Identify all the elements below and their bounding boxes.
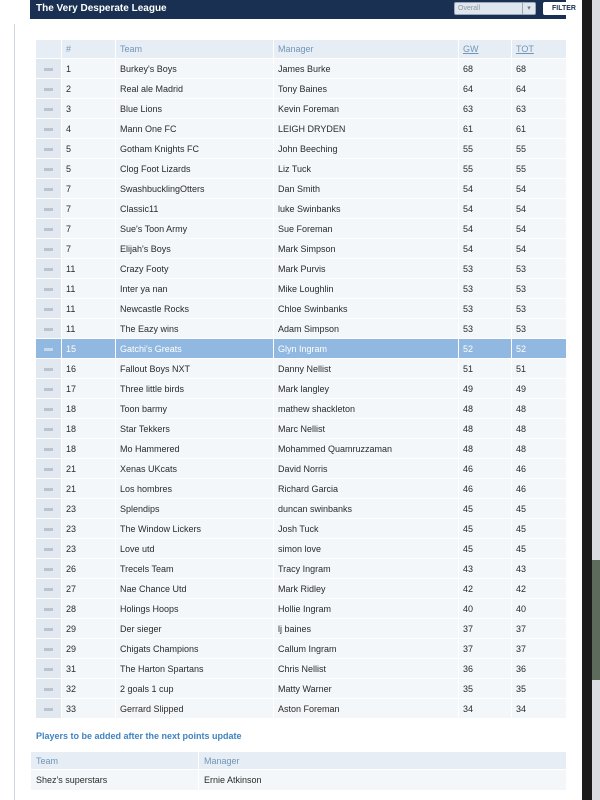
gw-points: 53	[459, 299, 512, 319]
rank-cell: 7	[62, 239, 116, 259]
total-points: 49	[512, 379, 567, 399]
movement-cell	[36, 539, 62, 559]
total-points: 48	[512, 419, 567, 439]
background-window-edge	[592, 0, 600, 800]
table-row	[36, 539, 567, 559]
team-name[interactable]: Chigats Champions	[116, 639, 274, 659]
manager-name: Marc Nellist	[274, 419, 459, 439]
no-change-icon	[44, 428, 53, 431]
manager-name: Mohammed Quamruzzaman	[274, 439, 459, 459]
total-points: 63	[512, 99, 567, 119]
team-name[interactable]: Star Tekkers	[116, 419, 274, 439]
movement-cell	[36, 359, 62, 379]
team-name[interactable]: Gotham Knights FC	[116, 139, 274, 159]
table-row	[36, 99, 567, 119]
gw-points: 52	[459, 339, 512, 359]
movement-cell	[36, 319, 62, 339]
no-change-icon	[44, 368, 53, 371]
gw-points: 43	[459, 559, 512, 579]
manager-name: Adam Simpson	[274, 319, 459, 339]
team-name[interactable]: The Harton Spartans	[116, 659, 274, 679]
no-change-icon	[44, 488, 53, 491]
movement-cell	[36, 199, 62, 219]
gw-points: 61	[459, 119, 512, 139]
pending-team-header: Team	[31, 752, 199, 770]
team-name[interactable]: Trecels Team	[116, 559, 274, 579]
total-points: 40	[512, 599, 567, 619]
team-name[interactable]: Fallout Boys NXT	[116, 359, 274, 379]
no-change-icon	[44, 568, 53, 571]
filter-button[interactable]: FILTER	[543, 2, 582, 15]
total-points: 54	[512, 219, 567, 239]
table-row	[36, 659, 567, 679]
movement-cell	[36, 699, 62, 719]
pending-players-title: Players to be added after the next points update	[36, 731, 242, 741]
no-change-icon	[44, 328, 53, 331]
manager-name: Dan Smith	[274, 179, 459, 199]
view-select-value: Overall	[458, 5, 481, 12]
manager-name: Hollie Ingram	[274, 599, 459, 619]
no-change-icon	[44, 348, 53, 351]
table-row	[36, 639, 567, 659]
no-change-icon	[44, 88, 53, 91]
table-row	[36, 59, 567, 79]
rank-cell: 32	[62, 679, 116, 699]
table-row	[36, 519, 567, 539]
total-points: 35	[512, 679, 567, 699]
rank-column-header[interactable]: #	[62, 40, 116, 59]
movement-cell	[36, 299, 62, 319]
rank-cell: 17	[62, 379, 116, 399]
pending-team[interactable]: Shez's superstars	[31, 770, 199, 791]
gw-points: 49	[459, 379, 512, 399]
team-name[interactable]: Crazy Footy	[116, 259, 274, 279]
total-points: 45	[512, 539, 567, 559]
team-name[interactable]: Gatchi's Greats	[116, 339, 274, 359]
league-header	[30, 0, 576, 19]
total-points: 51	[512, 359, 567, 379]
no-change-icon	[44, 688, 53, 691]
table-row	[36, 299, 567, 319]
rank-cell: 3	[62, 99, 116, 119]
manager-column-header[interactable]: Manager	[274, 40, 459, 59]
manager-name: Sue Foreman	[274, 219, 459, 239]
table-row	[36, 439, 567, 459]
manager-name: Danny Nellist	[274, 359, 459, 379]
movement-cell	[36, 599, 62, 619]
no-change-icon	[44, 648, 53, 651]
total-points: 54	[512, 239, 567, 259]
no-change-icon	[44, 168, 53, 171]
rank-cell: 33	[62, 699, 116, 719]
gw-column-header[interactable]: GW	[459, 40, 512, 59]
rank-cell: 18	[62, 439, 116, 459]
team-name[interactable]: Classic11	[116, 199, 274, 219]
total-points: 48	[512, 399, 567, 419]
table-row	[36, 339, 567, 359]
no-change-icon	[44, 588, 53, 591]
rank-cell: 27	[62, 579, 116, 599]
movement-cell	[36, 519, 62, 539]
gw-points: 55	[459, 139, 512, 159]
manager-name: Liz Tuck	[274, 159, 459, 179]
manager-name: Chris Nellist	[274, 659, 459, 679]
manager-name: Kevin Foreman	[274, 99, 459, 119]
movement-cell	[36, 679, 62, 699]
movement-cell	[36, 579, 62, 599]
table-row	[36, 699, 567, 719]
movement-cell	[36, 219, 62, 239]
rank-cell: 31	[62, 659, 116, 679]
table-row	[36, 619, 567, 639]
total-points: 48	[512, 439, 567, 459]
rank-cell: 7	[62, 179, 116, 199]
rank-cell: 18	[62, 419, 116, 439]
table-row	[36, 119, 567, 139]
team-name[interactable]: Gerrard Slipped	[116, 699, 274, 719]
team-name[interactable]: Blue Lions	[116, 99, 274, 119]
table-row	[36, 279, 567, 299]
rank-cell: 29	[62, 619, 116, 639]
rank-cell: 23	[62, 499, 116, 519]
team-name[interactable]: Toon barmy	[116, 399, 274, 419]
rank-cell: 5	[62, 159, 116, 179]
no-change-icon	[44, 208, 53, 211]
no-change-icon	[44, 188, 53, 191]
gw-points: 53	[459, 279, 512, 299]
table-row	[36, 559, 567, 579]
manager-name: duncan swinbanks	[274, 499, 459, 519]
gw-points: 36	[459, 659, 512, 679]
rank-cell: 7	[62, 219, 116, 239]
pending-manager: Ernie Atkinson	[199, 770, 567, 791]
table-row	[36, 79, 567, 99]
table-row	[36, 499, 567, 519]
no-change-icon	[44, 108, 53, 111]
team-column-header[interactable]: Team	[116, 40, 274, 59]
rank-cell: 11	[62, 319, 116, 339]
gw-points: 54	[459, 239, 512, 259]
no-change-icon	[44, 388, 53, 391]
movement-cell	[36, 459, 62, 479]
table-row	[36, 199, 567, 219]
no-change-icon	[44, 68, 53, 71]
movement-cell	[36, 59, 62, 79]
table-row	[36, 159, 567, 179]
total-points: 37	[512, 619, 567, 639]
table-row	[36, 679, 567, 699]
movement-cell	[36, 479, 62, 499]
total-points: 55	[512, 139, 567, 159]
manager-name: James Burke	[274, 59, 459, 79]
team-name[interactable]: Clog Foot Lizards	[116, 159, 274, 179]
team-name[interactable]: Inter ya nan	[116, 279, 274, 299]
table-row	[36, 319, 567, 339]
total-points: 54	[512, 199, 567, 219]
rank-cell: 11	[62, 279, 116, 299]
movement-cell	[36, 619, 62, 639]
gw-points: 45	[459, 519, 512, 539]
team-name[interactable]: Mann One FC	[116, 119, 274, 139]
manager-name: Aston Foreman	[274, 699, 459, 719]
no-change-icon	[44, 608, 53, 611]
gw-points: 46	[459, 459, 512, 479]
total-points: 54	[512, 179, 567, 199]
table-row	[36, 139, 567, 159]
gw-points: 48	[459, 419, 512, 439]
team-name[interactable]: Xenas UKcats	[116, 459, 274, 479]
no-change-icon	[44, 708, 53, 711]
total-points: 42	[512, 579, 567, 599]
movement-cell	[36, 639, 62, 659]
manager-name: Mike Loughlin	[274, 279, 459, 299]
manager-name: Matty Warner	[274, 679, 459, 699]
team-name[interactable]: Newcastle Rocks	[116, 299, 274, 319]
movement-cell	[36, 419, 62, 439]
total-points: 61	[512, 119, 567, 139]
table-row	[36, 399, 567, 419]
table-row	[36, 599, 567, 619]
rank-cell: 1	[62, 59, 116, 79]
movement-cell	[36, 499, 62, 519]
total-points: 45	[512, 499, 567, 519]
gw-points: 53	[459, 319, 512, 339]
no-change-icon	[44, 408, 53, 411]
movement-cell	[36, 259, 62, 279]
movement-cell	[36, 79, 62, 99]
no-change-icon	[44, 468, 53, 471]
manager-name: Mark Ridley	[274, 579, 459, 599]
manager-name: John Beeching	[274, 139, 459, 159]
team-name[interactable]: Sue's Toon Army	[116, 219, 274, 239]
team-name[interactable]: Real ale Madrid	[116, 79, 274, 99]
manager-name: simon love	[274, 539, 459, 559]
league-title: The Very Desperate League	[36, 3, 167, 14]
gw-points: 37	[459, 639, 512, 659]
team-name[interactable]: Splendips	[116, 499, 274, 519]
team-name[interactable]: Los hombres	[116, 479, 274, 499]
rank-cell: 29	[62, 639, 116, 659]
gw-points: 48	[459, 399, 512, 419]
gw-points: 54	[459, 179, 512, 199]
total-points: 55	[512, 159, 567, 179]
table-row	[36, 379, 567, 399]
gw-points: 55	[459, 159, 512, 179]
pending-header-row	[31, 752, 567, 770]
no-change-icon	[44, 548, 53, 551]
manager-name: Mark langley	[274, 379, 459, 399]
pending-row	[31, 770, 567, 791]
no-change-icon	[44, 248, 53, 251]
rank-cell: 21	[62, 479, 116, 499]
manager-name: Josh Tuck	[274, 519, 459, 539]
total-points: 64	[512, 79, 567, 99]
total-points: 53	[512, 259, 567, 279]
movement-cell	[36, 99, 62, 119]
rank-cell: 4	[62, 119, 116, 139]
movement-cell	[36, 399, 62, 419]
rank-cell: 11	[62, 259, 116, 279]
no-change-icon	[44, 268, 53, 271]
team-name[interactable]: 2 goals 1 cup	[116, 679, 274, 699]
movement-cell	[36, 279, 62, 299]
manager-name: LEIGH DRYDEN	[274, 119, 459, 139]
team-name[interactable]: Three little birds	[116, 379, 274, 399]
gw-points: 64	[459, 79, 512, 99]
gw-points: 34	[459, 699, 512, 719]
table-row	[36, 479, 567, 499]
gw-points: 46	[459, 479, 512, 499]
team-name[interactable]: Elijah's Boys	[116, 239, 274, 259]
manager-name: Mark Simpson	[274, 239, 459, 259]
movement-cell	[36, 239, 62, 259]
no-change-icon	[44, 628, 53, 631]
gw-points: 63	[459, 99, 512, 119]
gw-points: 53	[459, 259, 512, 279]
gw-points: 37	[459, 619, 512, 639]
manager-name: Tracy Ingram	[274, 559, 459, 579]
rank-cell: 2	[62, 79, 116, 99]
gw-points: 54	[459, 199, 512, 219]
movement-cell	[36, 339, 62, 359]
movement-cell	[36, 139, 62, 159]
manager-name: Mark Purvis	[274, 259, 459, 279]
total-points: 68	[512, 59, 567, 79]
no-change-icon	[44, 308, 53, 311]
no-change-icon	[44, 128, 53, 131]
team-name[interactable]: Holings Hoops	[116, 599, 274, 619]
gw-points: 45	[459, 539, 512, 559]
manager-name: Tony Baines	[274, 79, 459, 99]
movement-cell	[36, 559, 62, 579]
movement-cell	[36, 159, 62, 179]
rank-cell: 16	[62, 359, 116, 379]
team-name[interactable]: Der sieger	[116, 619, 274, 639]
movement-cell	[36, 659, 62, 679]
total-points: 34	[512, 699, 567, 719]
gw-points: 51	[459, 359, 512, 379]
team-name[interactable]: Love utd	[116, 539, 274, 559]
table-row	[36, 179, 567, 199]
page-divider	[14, 24, 15, 800]
manager-name: Callum Ingram	[274, 639, 459, 659]
table-header-row	[36, 40, 567, 59]
total-points: 52	[512, 339, 567, 359]
pending-manager-header: Manager	[199, 752, 567, 770]
total-points: 37	[512, 639, 567, 659]
gw-points: 68	[459, 59, 512, 79]
total-points: 46	[512, 459, 567, 479]
total-points: 53	[512, 319, 567, 339]
gw-points: 40	[459, 599, 512, 619]
movement-cell	[36, 379, 62, 399]
manager-name: lj baines	[274, 619, 459, 639]
movement-cell	[36, 439, 62, 459]
background-window-edge-dark	[592, 560, 600, 680]
total-points: 45	[512, 519, 567, 539]
gw-points: 45	[459, 499, 512, 519]
manager-name: luke Swinbanks	[274, 199, 459, 219]
no-change-icon	[44, 288, 53, 291]
rank-cell: 15	[62, 339, 116, 359]
total-points: 36	[512, 659, 567, 679]
standings-body	[36, 59, 567, 719]
rank-cell: 28	[62, 599, 116, 619]
total-points: 43	[512, 559, 567, 579]
movement-column-header	[36, 40, 62, 59]
team-name[interactable]: Mo Hammered	[116, 439, 274, 459]
total-points: 46	[512, 479, 567, 499]
tot-column-header[interactable]: TOT	[512, 40, 567, 59]
gw-points: 35	[459, 679, 512, 699]
manager-name: Richard Garcia	[274, 479, 459, 499]
rank-cell: 21	[62, 459, 116, 479]
team-name[interactable]: The Eazy wins	[116, 319, 274, 339]
rank-cell: 11	[62, 299, 116, 319]
no-change-icon	[44, 448, 53, 451]
manager-name: mathew shackleton	[274, 399, 459, 419]
no-change-icon	[44, 668, 53, 671]
movement-cell	[36, 179, 62, 199]
rank-cell: 7	[62, 199, 116, 219]
table-row	[36, 419, 567, 439]
no-change-icon	[44, 508, 53, 511]
rank-cell: 23	[62, 519, 116, 539]
no-change-icon	[44, 148, 53, 151]
table-row	[36, 579, 567, 599]
total-points: 53	[512, 279, 567, 299]
team-name[interactable]: Nae Chance Utd	[116, 579, 274, 599]
team-name[interactable]: Burkey's Boys	[116, 59, 274, 79]
table-row	[36, 239, 567, 259]
gw-points: 48	[459, 439, 512, 459]
manager-name: Chloe Swinbanks	[274, 299, 459, 319]
standings-table	[35, 39, 567, 719]
movement-cell	[36, 119, 62, 139]
view-select[interactable]	[454, 2, 536, 15]
gw-points: 42	[459, 579, 512, 599]
total-points: 53	[512, 299, 567, 319]
table-row	[36, 259, 567, 279]
rank-cell: 18	[62, 399, 116, 419]
rank-cell: 26	[62, 559, 116, 579]
rank-cell: 23	[62, 539, 116, 559]
chevron-down-icon: ▾	[522, 3, 535, 14]
manager-name: Glyn Ingram	[274, 339, 459, 359]
team-name[interactable]: The Window Lickers	[116, 519, 274, 539]
gw-points: 54	[459, 219, 512, 239]
table-row	[36, 459, 567, 479]
table-row	[36, 219, 567, 239]
no-change-icon	[44, 528, 53, 531]
no-change-icon	[44, 228, 53, 231]
table-row	[36, 359, 567, 379]
manager-name: David Norris	[274, 459, 459, 479]
rank-cell: 5	[62, 139, 116, 159]
team-name[interactable]: SwashbucklingOtters	[116, 179, 274, 199]
pending-players-table	[30, 751, 567, 791]
